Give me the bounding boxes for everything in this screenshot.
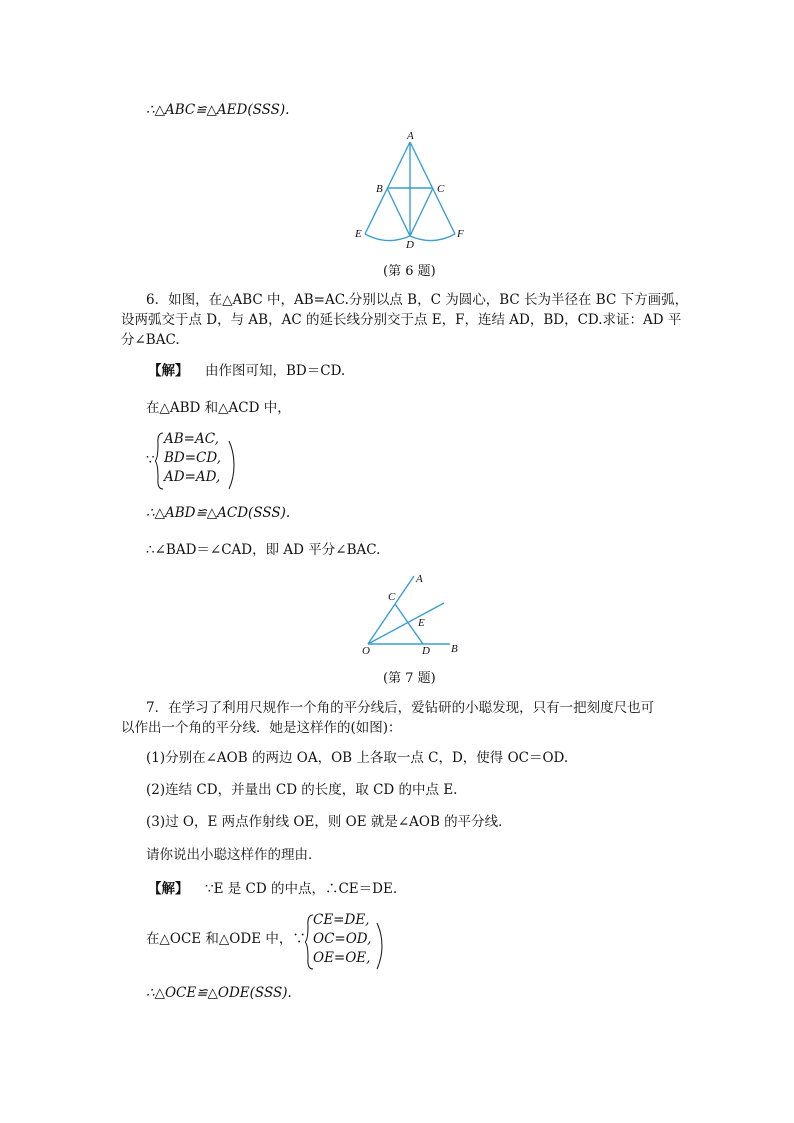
label-D: D xyxy=(422,645,430,657)
problem-6-line1: 6．如图，在△ABC 中，AB=AC.分别以点 B，C 为圆心，BC 长为半径在 BC 下方画弧， xyxy=(146,292,689,308)
figure-6 xyxy=(350,128,470,250)
equation-ce-de: CE=DE, xyxy=(313,912,370,928)
solution-7-congruence: ∴△OCE≌△ODE(SSS). xyxy=(146,985,292,1001)
problem-7-line2: 以作出一个角的平分线．她是这样作的(如图)： xyxy=(121,720,402,736)
label-O: O xyxy=(362,645,370,657)
solution-6-line1: 由作图可知，BD＝CD. xyxy=(205,363,346,379)
problem-7-step1: (1)分别在∠AOB 的两边 OA，OB 上各取一点 C，D，使得 OC＝OD. xyxy=(146,750,569,766)
equation-ab-ac: AB=AC, xyxy=(164,431,219,447)
equation-oc-od: OC=OD, xyxy=(313,931,372,947)
problem-7-step3: (3)过 O，E 两点作射线 OE，则 OE 就是∠AOB 的平分线． xyxy=(146,814,512,830)
problem-7-question: 请你说出小聪这样作的理由． xyxy=(146,847,322,863)
label-D: D xyxy=(406,239,414,250)
solution-6-line2: 在△ABD 和△ACD 中， xyxy=(146,400,291,416)
problem-7-line1: 7．在学习了利用尺规作一个角的平分线后，爱钻研的小聪发现，只有一把刻度尺也可 xyxy=(146,700,655,716)
equation-bd-cd: BD=CD, xyxy=(164,450,222,466)
label-A: A xyxy=(416,573,423,585)
label-C: C xyxy=(437,183,445,195)
solution-7-line2: 在△OCE 和△ODE 中，∵ xyxy=(146,931,306,947)
figure-7 xyxy=(358,570,468,658)
label-A: A xyxy=(407,130,414,142)
label-F: F xyxy=(457,228,464,240)
solution-6-conclusion: ∴∠BAD＝∠CAD，即 AD 平分∠BAC. xyxy=(146,542,381,558)
caption-figure-6: (第 6 题) xyxy=(383,264,436,279)
solution-7-line1: ∵E 是 CD 的中点，∴CE＝DE. xyxy=(205,881,398,897)
equation-ad-ad: AD=AD, xyxy=(164,469,221,485)
solution-tag-6: 【解】 xyxy=(148,363,189,379)
problem-6-line2: 设两弧交于点 D，与 AB，AC 的延长线分别交于点 E，F，连结 AD，BD，CD.求证：AD 平 xyxy=(121,312,682,328)
label-E: E xyxy=(355,228,362,240)
label-E: E xyxy=(418,617,425,629)
solution-tag-7: 【解】 xyxy=(148,881,189,897)
conclusion-line: ∴△ABC≌△AED(SSS). xyxy=(146,102,290,118)
right-brace xyxy=(228,440,236,490)
because-symbol: ∵ xyxy=(146,452,155,468)
problem-7-step2: (2)连结 CD，并量出 CD 的长度，取 CD 的中点 E. xyxy=(146,782,458,798)
label-C: C xyxy=(388,591,396,603)
solution-6-congruence: ∴△ABD≌△ACD(SSS). xyxy=(146,505,291,521)
label-B: B xyxy=(451,643,458,655)
equation-oe-oe: OE=OE, xyxy=(313,950,371,966)
right-brace xyxy=(376,922,384,970)
problem-6-line3: 分∠BAC. xyxy=(121,332,180,348)
caption-figure-7: (第 7 题) xyxy=(383,671,436,686)
label-B: B xyxy=(376,183,383,195)
